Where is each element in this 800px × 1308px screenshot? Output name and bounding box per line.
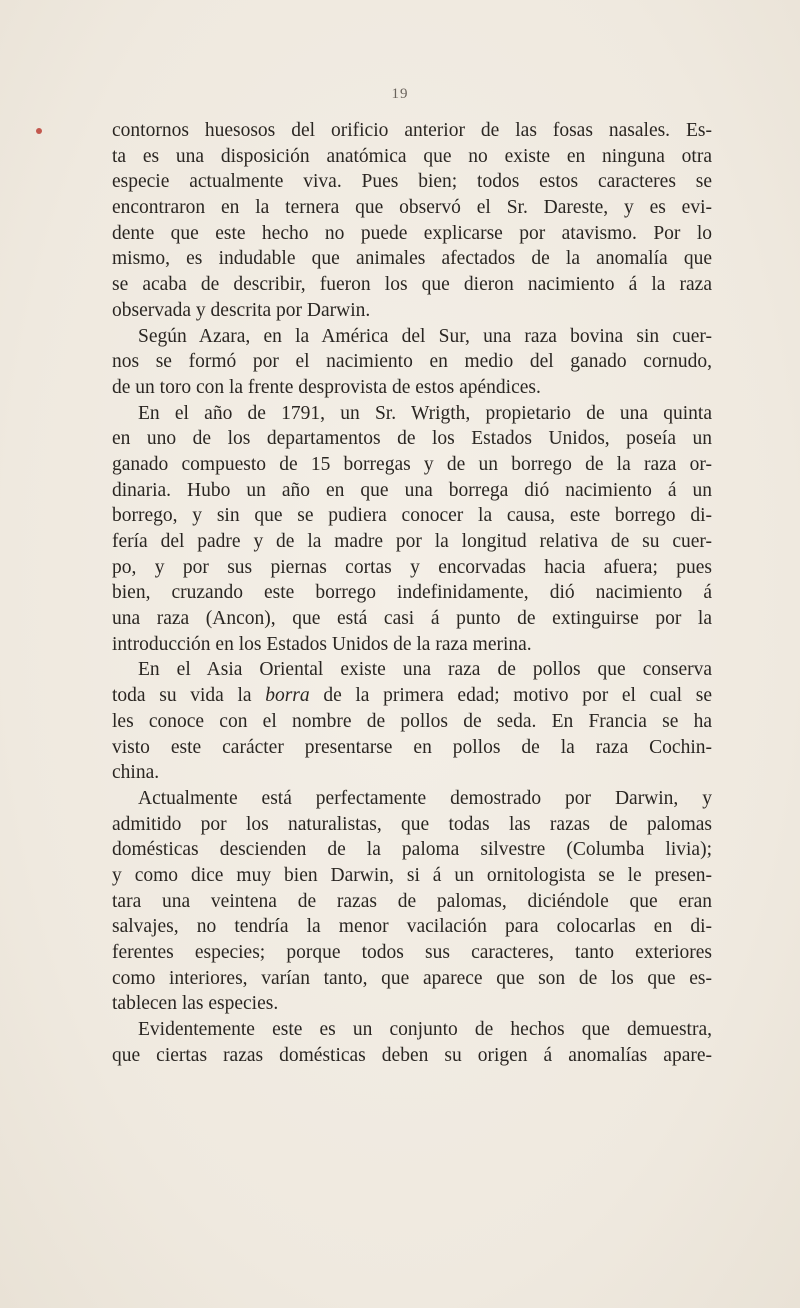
text-line: Evidentemente este es un conjunto de hechos que demuestra, xyxy=(138,1019,712,1041)
paragraph xyxy=(112,401,712,658)
text-line: mismo, es indudable que animales afectados de la anomalía que xyxy=(112,248,712,270)
text-line-with-italic xyxy=(112,683,712,709)
italic-word: borra xyxy=(265,685,310,707)
text-line: po, y por sus piernas cortas y encorvadas hacia afuera; pues xyxy=(112,556,712,578)
text-line: domésticas descienden de la paloma silvestre (Columba livia); xyxy=(112,839,712,861)
text-line: una raza (Ancon), que está casi á punto de extinguirse por la xyxy=(112,608,712,630)
text-line: les conoce con el nombre de pollos de seda. En Francia se ha xyxy=(112,710,712,732)
paragraph xyxy=(112,118,712,324)
text-line: contornos huesosos del orificio anterior de las fosas nasales. Es- xyxy=(112,120,712,141)
text-line: tablecen las especies. xyxy=(112,993,279,1015)
paragraph xyxy=(112,657,712,785)
text-line: fería del padre y de la madre por la longitud relativa de su cuer- xyxy=(112,531,712,552)
text-line: observada y descrita por Darwin. xyxy=(112,299,371,321)
text-line: visto este carácter presentarse en pollos de la raza Cochin- xyxy=(112,736,712,758)
text-line: borrego, y sin que se pudiera conocer la causa, este borrego di- xyxy=(112,505,712,527)
text-line: salvajes, no tendría la menor vacilación para colocarlas en di- xyxy=(112,916,712,938)
text-line: tara una veintena de razas de palomas, diciéndole que eran xyxy=(112,890,712,912)
text-line: dinaria. Hubo un año en que una borrega dió nacimiento á un xyxy=(112,479,712,501)
line-text: toda su vida la xyxy=(112,685,266,707)
text-line: en uno de los departamentos de los Estados Unidos, poseía un xyxy=(112,428,712,450)
text-line: especie actualmente viva. Pues bien; todos estos caracteres se xyxy=(112,171,712,193)
text-line: admitido por los naturalistas, que todas las razas de palomas xyxy=(112,813,712,835)
text-line: ganado compuesto de 15 borregas y de un borrego de la raza or- xyxy=(112,453,712,475)
text-line: y como dice muy bien Darwin, si á un ornitologista se le presen- xyxy=(112,864,712,886)
text-line: En el Asia Oriental existe una raza de pollos que conserva xyxy=(138,659,712,681)
text-line: dente que este hecho no puede explicarse por atavismo. Por lo xyxy=(112,222,712,244)
text-line: ferentes especies; porque todos sus caracteres, tanto exteriores xyxy=(112,942,712,963)
text-line: introducción en los Estados Unidos de la raza merina. xyxy=(112,633,532,655)
text-line: ta es una disposición anatómica que no existe en ninguna otra xyxy=(112,145,712,167)
text-line: nos se formó por el nacimiento en medio del ganado cornudo, xyxy=(112,351,712,373)
text-line: como interiores, varían tanto, que aparece que son de los que es- xyxy=(112,967,712,989)
paragraph xyxy=(112,324,712,401)
page-number: 19 xyxy=(391,86,409,102)
body-text xyxy=(112,118,712,1068)
text-line: En el año de 1791, un Sr. Wrigth, propietario de una quinta xyxy=(138,402,712,424)
text-line: que ciertas razas domésticas deben su origen á anomalías apare- xyxy=(112,1044,712,1066)
paragraph xyxy=(112,786,712,1017)
text-line: bien, cruzando este borrego indefinidamente, dió nacimiento á xyxy=(112,582,712,604)
paragraph xyxy=(112,1017,712,1068)
text-line: de un toro con la frente desprovista de estos apéndices. xyxy=(112,376,541,398)
text-line: Actualmente está perfectamente demostrado por Darwin, y xyxy=(138,787,712,809)
text-line: encontraron en la ternera que observó el Sr. Dareste, y es evi- xyxy=(112,197,712,219)
text-line: se acaba de describir, fueron los que dieron nacimiento á la raza xyxy=(112,274,712,296)
text-line: Según Azara, en la América del Sur, una raza bovina sin cuer- xyxy=(138,325,712,347)
text-line: china. xyxy=(112,762,160,784)
line-text: de la primera edad; motivo por el cual se xyxy=(309,685,712,707)
ink-speck xyxy=(36,128,42,134)
